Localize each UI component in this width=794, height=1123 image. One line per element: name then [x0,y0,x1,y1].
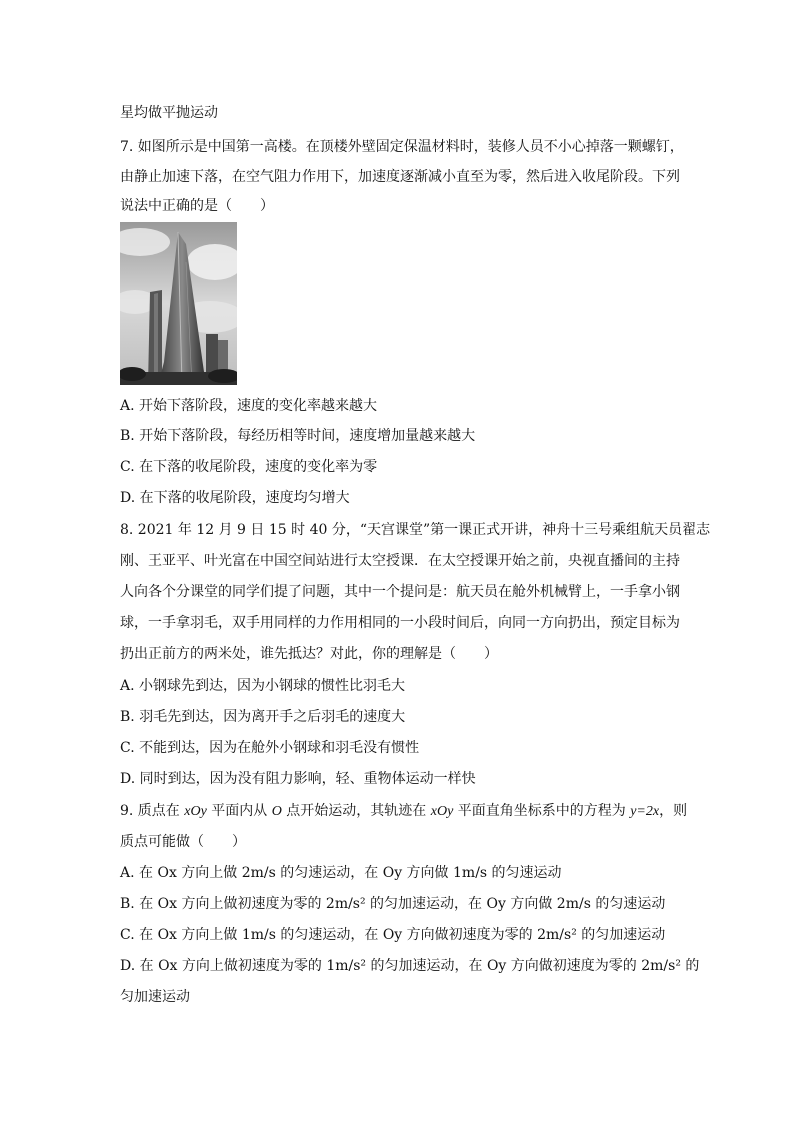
q8-option-b: B. 羽毛先到达，因为离开手之后羽毛的速度大 [120,709,406,725]
q8-option-a: A. 小钢球先到达，因为小钢球的惯性比羽毛大 [120,678,406,694]
q7-option-c: C. 在下落的收尾阶段，速度的变化率为零 [120,459,378,475]
q9-plane-label: xOy [184,804,207,819]
q7-stem-line-1: 7. 如图所示是中国第一高楼。在顶楼外壁固定保温材料时，装修人员不小心掉落一颗螺钉， [120,139,684,155]
q9-option-a: A. 在 Ox 方向上做 2m/s 的匀速运动，在 Oy 方向做 1m/s 的匀速运动 [120,865,562,881]
q8-stem-line-2: 刚、王亚平、叶光富在中国空间站进行太空授课．在太空授课开始之前，央视直播间的主持 [120,553,680,569]
q7-stem-line-2: 由静止加速下落，在空气阻力作用下，加速度逐渐减小直至为零，然后进入收尾阶段。下列 [120,169,680,185]
q8-stem-line-5: 扔出正前方的两米处，谁先抵达？对此，你的理解是（ ） [120,646,498,662]
q8-option-d: D. 同时到达，因为没有阻力影响，轻、重物体运动一样快 [120,771,476,787]
q9-text: 平面内从 [206,803,272,819]
q8-stem-line-1: 8. 2021 年 12 月 9 日 15 时 40 分，“天宫课堂”第一课正式开讲，神舟十三号乘组航天员翟志 [120,522,711,538]
q9-equation: y=2x [630,804,660,819]
q8-stem-line-4: 球，一手拿羽毛，双手用同样的力作用相同的一小段时间后，向同一方向扔出，预定目标为 [120,615,680,631]
q7-option-d: D. 在下落的收尾阶段，速度均匀增大 [120,490,350,506]
q9-plane-label: xOy [430,804,454,819]
q9-text: ，则 [659,803,688,819]
q9-option-d-continued: 匀加速运动 [120,989,190,1005]
q7-stem-line-3: 说法中正确的是（ ） [120,198,274,214]
q9-text: 点开始运动，其轨迹在 [281,803,431,819]
q9-option-c: C. 在 Ox 方向上做 1m/s 的匀速运动，在 Oy 方向做初速度为零的 2m/s² 的匀加速运动 [120,927,666,943]
q9-origin-label: O [271,804,282,819]
q7-option-a: A. 开始下落阶段，速度的变化率越来越大 [120,398,378,414]
tower-photo [120,222,237,385]
q9-text: 平面直角坐标系中的方程为 [453,803,631,819]
q9-stem-line-2: 质点可能做（ ） [120,834,246,850]
continuation-text: 星均做平抛运动 [120,105,218,121]
q9-stem-line-1 [120,802,687,821]
q9-text: 9. 质点在 [120,803,185,819]
q9-option-b: B. 在 Ox 方向上做初速度为零的 2m/s² 的匀加速运动，在 Oy 方向做 2m/s 的匀速运动 [120,896,666,912]
q9-option-d: D. 在 Ox 方向上做初速度为零的 1m/s² 的匀加速运动，在 Oy 方向做初速度为零的 2m/s² 的 [120,958,700,974]
q8-stem-line-3: 人向各个分课堂的同学们提了问题，其中一个提问是：航天员在舱外机械臂上，一手拿小钢 [120,584,680,600]
q7-option-b: B. 开始下落阶段，每经历相等时间，速度增加量越来越大 [120,428,476,444]
q8-option-c: C. 不能到达，因为在舱外小钢球和羽毛没有惯性 [120,740,420,756]
